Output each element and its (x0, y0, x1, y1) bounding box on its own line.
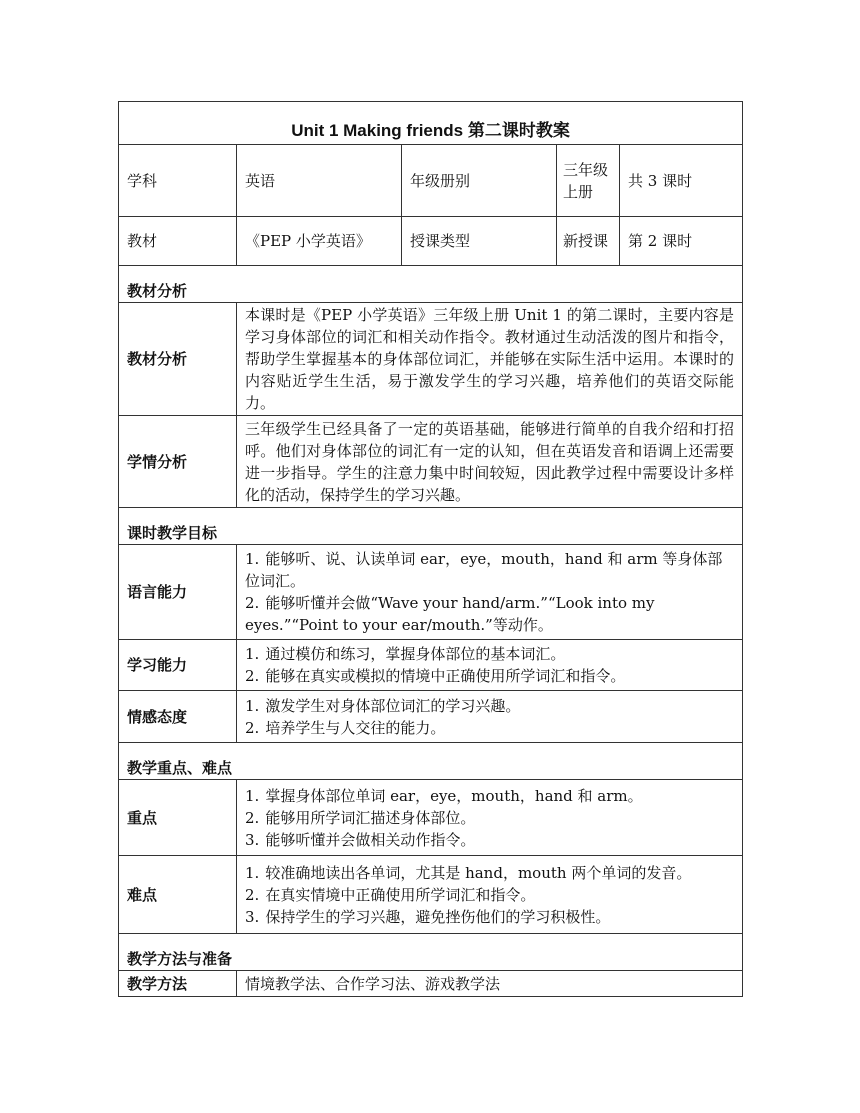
difficulty-items (237, 856, 743, 934)
list-item: 1. 能够听、说、认读单词 ear，eye，mouth，hand 和 arm 等身体部位词汇。 (245, 550, 723, 590)
row-student (119, 416, 743, 508)
total-lessons: 共 3 课时 (620, 145, 743, 217)
type-label: 授课类型 (402, 217, 557, 266)
section-header-objectives: 课时教学目标 (119, 508, 743, 545)
row-learning (119, 640, 743, 691)
page-title: Unit 1 Making friends 第二课时教案 (119, 102, 743, 145)
list-item: 2. 培养学生与人交往的能力。 (245, 718, 446, 737)
list-item: 1. 通过模仿和练习，掌握身体部位的基本词汇。 (245, 645, 566, 663)
language-label: 语言能力 (119, 545, 237, 640)
textbook-label: 教材 (119, 217, 237, 266)
grade-value: 三年级上册 (557, 145, 620, 217)
row-attitude (119, 691, 743, 743)
material-label: 教材分析 (119, 303, 237, 416)
key-label: 重点 (119, 780, 237, 856)
list-item: 3. 保持学生的学习兴趣，避免挫伤他们的学习积极性。 (245, 907, 611, 926)
section-header-keypoints: 教学重点、难点 (119, 743, 743, 780)
difficulty-label: 难点 (119, 856, 237, 934)
language-items (237, 545, 743, 640)
section-methods (119, 934, 743, 971)
lesson-number: 第 2 课时 (620, 217, 743, 266)
list-item: 2. 能够用所学词汇描述身体部位。 (245, 808, 476, 827)
method-label: 教学方法 (119, 971, 237, 997)
row-method (119, 971, 743, 997)
section-objectives (119, 508, 743, 545)
section-analysis (119, 266, 743, 303)
method-text: 情境教学法、合作学习法、游戏教学法 (237, 971, 743, 997)
grade-label: 年级册别 (402, 145, 557, 217)
type-value: 新授课 (557, 217, 620, 266)
student-label: 学情分析 (119, 416, 237, 508)
student-text: 三年级学生已经具备了一定的英语基础，能够进行简单的自我介绍和打招呼。他们对身体部位的词汇有一定的认知，但在英语发音和语调上还需要进一步指导。学生的注意力集中时间较短，因此教学过程中需要设计多样化的活动，保持学生的学习兴趣。 (237, 416, 743, 508)
info-row-1 (119, 145, 743, 217)
list-item: 1. 较准确地读出各单词，尤其是 hand，mouth 两个单词的发音。 (245, 863, 692, 882)
title-row (119, 102, 743, 145)
material-text: 本课时是《PEP 小学英语》三年级上册 Unit 1 的第二课时，主要内容是学习身体部位的词汇和相关动作指令。教材通过生动活泼的图片和指令，帮助学生掌握基本的身体部位词汇，并能够在实际生活中运用。本课时的内容贴近学生生活，易于激发学生的学习兴趣，培养他们的英语交际能力。 (237, 303, 743, 416)
info-row-2 (119, 217, 743, 266)
list-item: 2. 在真实情境中正确使用所学词汇和指令。 (245, 885, 536, 904)
section-header-analysis: 教材分析 (119, 266, 743, 303)
list-item: 2. 能够在真实或模拟的情境中正确使用所学词汇和指令。 (245, 667, 626, 685)
subject-value: 英语 (237, 145, 402, 217)
section-header-methods: 教学方法与准备 (119, 934, 743, 971)
attitude-label: 情感态度 (119, 691, 237, 743)
list-item: 2. 能够听懂并会做“Wave your hand/arm.”“Look into my eyes.”“Point to your ear/mouth.”等动作。 (245, 594, 655, 634)
lesson-plan-table (118, 101, 743, 997)
attitude-items (237, 691, 743, 743)
textbook-value: 《PEP 小学英语》 (237, 217, 402, 266)
section-keypoints (119, 743, 743, 780)
row-key (119, 780, 743, 856)
row-difficulty (119, 856, 743, 934)
subject-label: 学科 (119, 145, 237, 217)
list-item: 1. 激发学生对身体部位词汇的学习兴趣。 (245, 696, 521, 715)
list-item: 1. 掌握身体部位单词 ear，eye，mouth，hand 和 arm。 (245, 786, 643, 805)
list-item: 3. 能够听懂并会做相关动作指令。 (245, 830, 476, 849)
row-material (119, 303, 743, 416)
learning-items (237, 640, 743, 691)
learning-label: 学习能力 (119, 640, 237, 691)
key-items (237, 780, 743, 856)
row-language (119, 545, 743, 640)
